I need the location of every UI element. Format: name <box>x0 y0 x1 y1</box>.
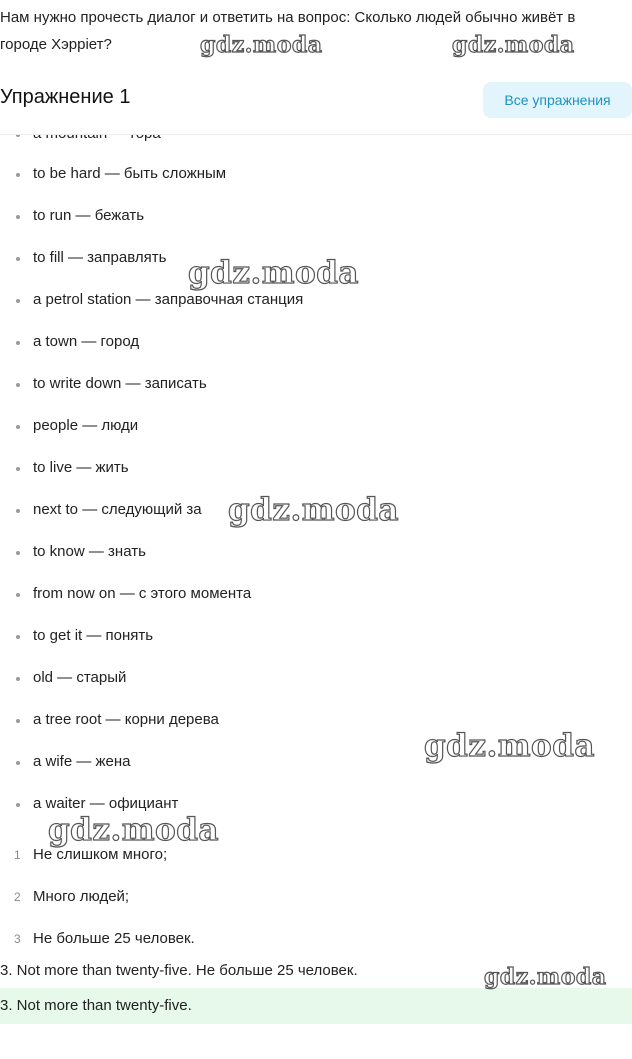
bullet-icon <box>16 299 20 303</box>
bullet-icon <box>16 719 20 723</box>
exercise-title: Упражнение 1 <box>0 86 131 108</box>
bullet-icon <box>16 215 20 219</box>
bullet-icon <box>16 509 20 513</box>
bullet-icon <box>16 341 20 345</box>
list-item <box>0 626 500 646</box>
option-number: 3 <box>14 932 21 946</box>
answer-option <box>0 845 400 865</box>
list-item <box>0 584 500 604</box>
list-item-text: to fill — заправлять <box>33 249 167 266</box>
list-item-text: to run — бежать <box>33 207 145 224</box>
list-item <box>0 794 500 814</box>
list-item-text: people — люди <box>33 417 139 434</box>
list-item <box>0 248 500 268</box>
list-item <box>0 290 500 310</box>
option-text: Не слишком много; <box>33 846 168 863</box>
list-item <box>0 416 500 436</box>
list-item-text: next to — следующий за <box>33 501 202 518</box>
watermark: gdz.moda <box>48 812 219 848</box>
watermark: gdz.moda <box>188 255 359 291</box>
list-item-text: to live — жить <box>33 459 129 476</box>
option-number: 1 <box>14 848 21 862</box>
list-item-text: a waiter — официант <box>33 795 179 812</box>
list-item <box>0 164 500 184</box>
correct-answer-highlight: 3. Not more than twenty-five. <box>0 988 632 1024</box>
answer-option <box>0 887 400 907</box>
list-item-text: a town — город <box>33 333 140 350</box>
bullet-icon <box>16 635 20 639</box>
bullet-icon <box>16 677 20 681</box>
bullet-icon <box>16 467 20 471</box>
watermark: gdz.moda <box>228 492 399 528</box>
list-item-text: a wife — жена <box>33 753 131 770</box>
list-item-text: old — старый <box>33 669 127 686</box>
list-item <box>0 500 500 520</box>
list-item <box>0 332 500 352</box>
bullet-icon <box>16 551 20 555</box>
list-item-text: to write down — записать <box>33 375 207 392</box>
bullet-icon <box>16 257 20 261</box>
watermark: gdz.moda <box>200 32 323 58</box>
watermark: gdz.moda <box>424 728 595 764</box>
option-number: 2 <box>14 890 21 904</box>
list-item <box>0 458 500 478</box>
list-item-text: a petrol station — заправочная станция <box>33 291 304 308</box>
list-item-text: from now on — с этого момента <box>33 585 252 602</box>
list-item <box>0 752 500 772</box>
bullet-icon <box>16 173 20 177</box>
bullet-icon <box>16 383 20 387</box>
watermark: gdz.moda <box>484 964 607 990</box>
list-item <box>0 710 500 730</box>
list-item-text: to know — знать <box>33 543 146 560</box>
answer-explanation: 3. Not more than twenty-five. Не больше 25 человек. <box>0 962 358 979</box>
list-item <box>0 374 500 394</box>
answer-option <box>0 929 400 949</box>
bullet-icon <box>16 761 20 765</box>
option-text: Много людей; <box>33 888 130 905</box>
task-description: Нам нужно прочесть диалог и ответить на вопрос: Сколько людей обычно живёт в городе Хэррiет? <box>0 9 576 53</box>
option-text: Не больше 25 человек. <box>33 930 195 947</box>
bullet-icon <box>16 425 20 429</box>
watermark: gdz.moda <box>452 32 575 58</box>
list-item <box>0 206 500 226</box>
list-item <box>0 542 500 562</box>
list-item-text: a tree root — корни дерева <box>33 711 219 728</box>
list-item <box>0 668 500 688</box>
bullet-icon <box>16 593 20 597</box>
list-item-text: to get it — понять <box>33 627 154 644</box>
exercise-header <box>0 80 632 135</box>
all-exercises-button[interactable]: Все упражнения <box>483 82 632 118</box>
bullet-icon <box>16 803 20 807</box>
list-item-text: to be hard — быть сложным <box>33 165 227 182</box>
